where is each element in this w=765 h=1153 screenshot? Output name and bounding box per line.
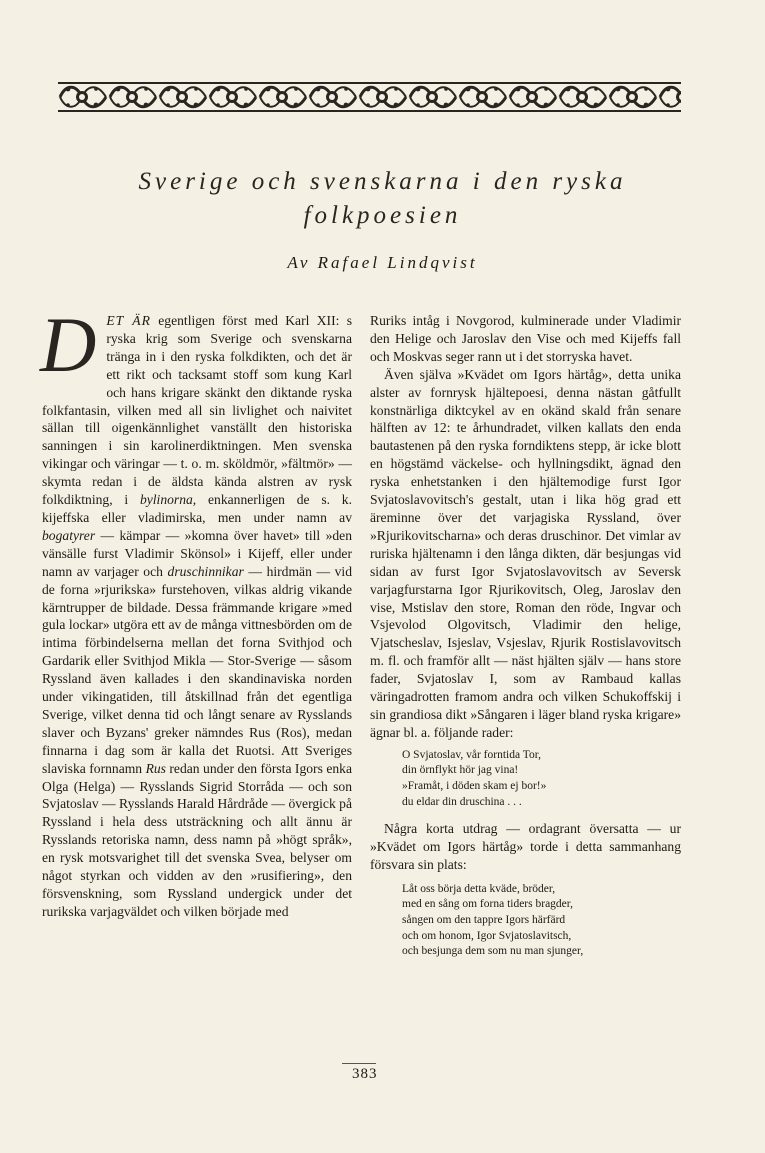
poem-line: »Framåt, i döden skam ej bor!»: [402, 779, 547, 792]
poem-line: sången om den tappre Igors härfärd: [402, 914, 566, 927]
poem-line: med en sång om forna tiders bragder,: [402, 898, 574, 911]
poem-excerpt-1: [402, 748, 681, 810]
paragraph-text: — hirdmän — vid de forna »rjurikska» furstehoven, vilkas aldrig vikande kärntrupper de bildade. Dessa främmande krigare »med gula lockar» utgöra ett av de många vittnesbörden om de intima förbindelserna mellan det forna Svithjod och Gardarik eller Svithjod Mikla — Stor-Sverige — såsom Ryssland även kallades i den skandinaviska norden under vikingatiden, till åtskillnad från det egentliga Sverige, vilket denna tid och långt senare av Rysslands slaver och Byzans' greker nämndes Rus (Ros), medan finnarna i dag som är kalla det Ruotsi. Att Sveriges slaviska fornnamn: [42, 563, 353, 776]
poem-line: och besjunga dem som nu man sjunger,: [402, 945, 584, 958]
author-byline: Av Rafael Lindqvist: [287, 253, 478, 272]
italic-term: bogatyrer: [42, 527, 96, 543]
paragraph: Några korta utdrag — ordagrant översatta — ur »Kvädet om Igors härtåg» torde i detta sammanhang försvara sin plats:: [370, 821, 681, 872]
left-column: [40, 301, 353, 921]
paragraph-text: egentligen först med Karl XII: s ryska krig som Sverige och svenskarna tränga in i den ryska folkdikten, och det är ett rikt och tacksamt stoff som kung Karl och hans krigare skänkt den diktande ryska folkfantasin, vilken med all sin livlighet och naivitet sällan till oigenkännlighet vanställt den historiska sanningen i sin karolinerdiktningen. Men svenska vikingar och väringar — t. o. m. sköldmör, »fältmör» — skymta redan i de äldsta kända alstren av rysk folkdiktning, i: [42, 313, 352, 508]
poem-line: O Svjatoslav, vår forntida Tor,: [402, 748, 541, 761]
right-column: [370, 312, 681, 960]
article-title-line-1: Sverige och svenskarna i den ryska: [138, 168, 627, 195]
article-title-line-2: folkpoesien: [303, 202, 462, 229]
page-number: 383: [352, 1066, 378, 1082]
poem-line: Låt oss börja detta kväde, bröder,: [402, 882, 556, 895]
poem-line: din örnflykt hör jag vina!: [402, 764, 519, 777]
poem-line: du eldar din druschina . . .: [402, 795, 522, 808]
italic-term: druschinnikar: [167, 563, 244, 579]
paragraph-text: enkannerligen de s. k. kijeffska eller vladimirska, men under namn av: [42, 492, 352, 525]
paragraph-text: — kämpar — »komna över havet» till »den vänsälle furst Vladimir Skönsol» i Kijeff, eller under namn av varjager och: [42, 527, 352, 579]
italic-term: bylinorna,: [139, 492, 197, 508]
paragraph: Även själva »Kvädet om Igors härtåg», detta unika alster av fornrysk hjältepoesi, denna nästan gåtfullt konstnärliga diktcykel av en okänd skald från senare hälften av 12: te århundradet, vilken kallats den enda bautastenen på den ryska forndiktens stepp, är icke blott en högstämd väckelse- och hyllningsdikt, ägnad den ryska enhetstanken i den hjältemodige furst Igor Svjatoslavovitsch's gestalt, utan i lika hög grad ett äreminne över det varjagiska Ryssland, över »Rjurikovitscharna» och deras druschinor. Det vimlar av ruriska hjältenamn i den långa dikten, där besjungas vid sidan av furst Igor Svjatoslavovitsch av Seversk varjagfurstarna Igor Rjurikovitsch, Oleg, Jaroslav den vise, Mstislav den store, Roman den röde, Ingvar och Vsjevolod Olgovitsch, Vladimir den helige, Vjatscheslav, Isjeslav, Vsjeslav, Rjurik Rostislavovitsch m. fl. och framför allt — näst hjälten själv — hans store fader, Svjatoslav I, som av Rambaud kallas väringadrotten framom andra och vilken Schukoffskij i sin grandiosa dikt »Sångaren i läger bland ryska krigare» ägnar bl. a. följande rader:: [370, 366, 681, 740]
paragraph: Ruriks intåg i Novgorod, kulminerade under Vladimir den Helige och Jaroslav den Vise och med Kijeffs fall och Moskvas seger rann ut i det storryska havet.: [370, 313, 681, 364]
paragraph-text: redan under den första Igors enka Olga (Helga) — Rysslands Sigrid Storråda — och son Svjatoslav — Rysslands Harald Hårdråde — övergick på Ryssland i hela dess utsträckning och allt ännu är Rysslands retoriska namn, dess namn på »högt språk», en rysk motsvarighet till det svenska Svea, belyser om något styrkan och vidden av den »rusifiering», den försvenskning, som Ryssland undergick under det rurikska varjagväldet och vilken började med: [42, 760, 352, 919]
poem-excerpt-2: [402, 882, 681, 960]
page-number-rule: [342, 1063, 376, 1064]
italic-term: Rus: [145, 760, 166, 776]
floral-border-ornament-icon: [58, 80, 681, 114]
opening-words: ET ÄR: [106, 313, 151, 328]
poem-line: och om honom, Igor Svjatoslavitsch,: [402, 929, 572, 942]
drop-cap: D: [40, 301, 97, 388]
